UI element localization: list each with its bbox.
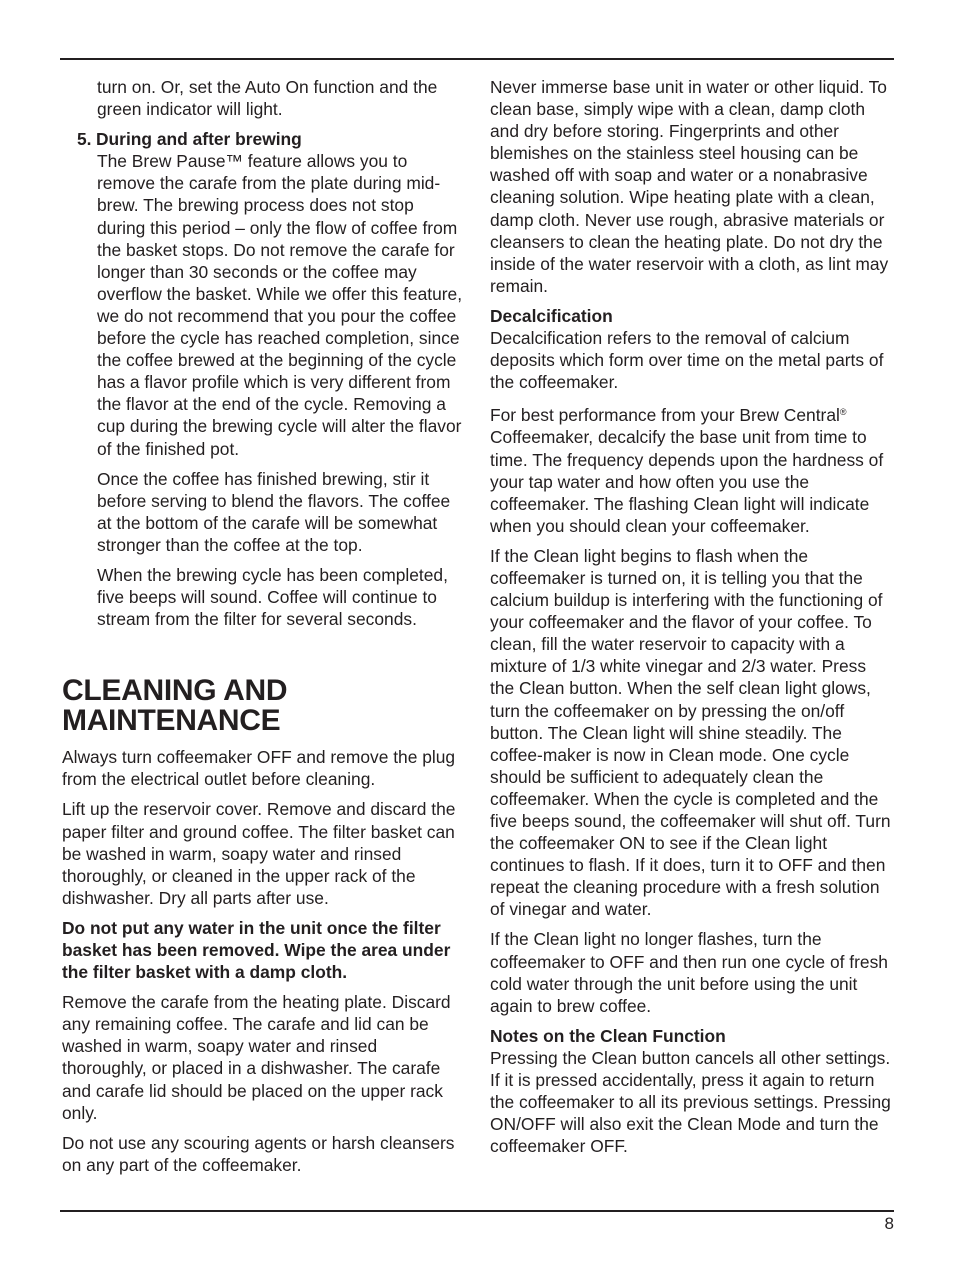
decal-p2-end: Coffeemaker, decalcify the base unit from time to time. The frequency depends upon the hardness of your tap water and how often you use the coffeemaker. The flashing Clean light will indicate when you should clean your coffeemaker. bbox=[490, 427, 884, 536]
decalcification-paragraph-4: If the Clean light no longer flashes, turn the coffeemaker to OFF and then run one cycle of fresh cold water through the unit before using the unit again to brew coffee. bbox=[490, 929, 888, 1016]
notes-heading: Notes on the Clean Function bbox=[490, 1025, 726, 1046]
continued-text: turn on. Or, set the Auto On function and the green indicator will light. bbox=[97, 77, 438, 120]
decal-p2-start: For best performance from your Brew Central bbox=[490, 405, 840, 426]
notes-paragraph: Pressing the Clean button cancels all other settings. If it is pressed accidentally, press it again to return the coffeemaker to all its previous settings. Pressing ON/OFF will also exit the Clean Mode and turn the coffeemaker OFF. bbox=[490, 1047, 891, 1157]
step-5-paragraph-1: The Brew Pause™ feature allows you to remove the carafe from the plate during mid-brew. The brewing process does not stop during this period – only the flow of coffee from the basket stops. Do not remove the carafe for longer than 30 seconds or the coffee may overflow the basket. While we offer this feature, we do not recommend that you pour the coffee before the cycle has reached completion, since the coffee brewed at the beginning of the cycle has a flavor profile which is very different from the flavor at the end of the cycle. Removing a cup during the brewing cycle will alter the flavor of the finished pot. bbox=[97, 151, 463, 459]
cleaning-paragraph-1: Always turn coffeemaker OFF and remove the plug from the electrical outlet before cleaning. bbox=[62, 747, 456, 790]
step-title: During and after brewing bbox=[96, 129, 302, 150]
base-cleaning-paragraph: Never immerse base unit in water or other liquid. To clean base, simply wipe with a clean, damp cloth and dry before storing. Fingerprints and other blemishes on the stainless steel housing can be washed off with soap and water or a nonabrasive cleaning solution. Wipe heating plate with a clean, damp cloth. Never use rough, abrasive materials or cleansers to clean the heating plate. Do not dry the inside of the water reservoir with a cloth, as lint may remain. bbox=[490, 77, 889, 296]
right-column bbox=[490, 76, 894, 1165]
left-column bbox=[62, 76, 464, 1184]
top-rule bbox=[60, 58, 894, 60]
cleaning-paragraph-2: Lift up the reservoir cover. Remove and discard the paper filter and ground coffee. The filter basket can be washed in warm, soapy water and rinsed thoroughly, or cleaned in the upper rack of the dishwasher. Dry all parts after use. bbox=[62, 799, 456, 908]
heading-line-1: CLEANING AND bbox=[62, 674, 288, 708]
page-number: 8 bbox=[884, 1214, 894, 1233]
cleaning-paragraph-4: Do not use any scouring agents or harsh cleansers on any part of the coffeemaker. bbox=[62, 1132, 455, 1175]
step-5-paragraph-2: Once the coffee has finished brewing, stir it before serving to blend the flavors. The coffee at the bottom of the carafe will be somewhat stronger than the coffee at the top. bbox=[97, 468, 451, 555]
decalcification-paragraph-1: Decalcification refers to the removal of calcium deposits which form over time on the metal parts of the coffeemaker. bbox=[490, 328, 884, 393]
cleaning-paragraph-3: Remove the carafe from the heating plate. Discard any remaining coffee. The carafe and lid can be washed in warm, soapy water and rinsed thoroughly, or placed in a dishwasher. The carafe and carafe lid should be placed on the upper rack only. bbox=[62, 992, 451, 1123]
cleaning-warning: Do not put any water in the unit once the filter basket has been removed. Wipe the area under the filter basket with a damp cloth. bbox=[62, 917, 451, 983]
step-5-paragraph-3: When the brewing cycle has been completed, five beeps will sound. Coffee will continue to stream from the filter for several seconds. bbox=[97, 564, 448, 630]
decalcification-paragraph-3: If the Clean light begins to flash when the coffeemaker is turned on, it is telling you that the calcium buildup is interfering with the functioning of your coffeemaker and the flavor of your coffee. To clean, fill the water reservoir to capacity with a mixture of 1/3 white vinegar and 2/3 water. Press the Clean button. When the self clean light glows, turn the coffeemaker on by pressing the on/off button. The Clean light will shine steadily. The coffee-maker is now in Clean mode. One cycle should be sufficient to adequately clean the coffeemaker. When the cycle is completed and the five beeps sound, the coffeemaker will shut off. Turn the coffeemaker ON to see if the Clean light continues to flash. If it does, turn it to OFF and then repeat the cleaning procedure with a fresh solution of vinegar and water. bbox=[490, 545, 891, 920]
registered-mark: ® bbox=[839, 407, 847, 418]
step-5-heading bbox=[62, 128, 464, 150]
bottom-rule bbox=[60, 1210, 894, 1212]
heading-line-2: MAINTENANCE bbox=[62, 704, 281, 738]
section-heading bbox=[62, 676, 464, 736]
step-number: 5. bbox=[77, 129, 92, 150]
decalcification-heading: Decalcification bbox=[490, 305, 613, 326]
decalcification-paragraph-2 bbox=[490, 401, 894, 537]
step-5 bbox=[62, 128, 464, 630]
